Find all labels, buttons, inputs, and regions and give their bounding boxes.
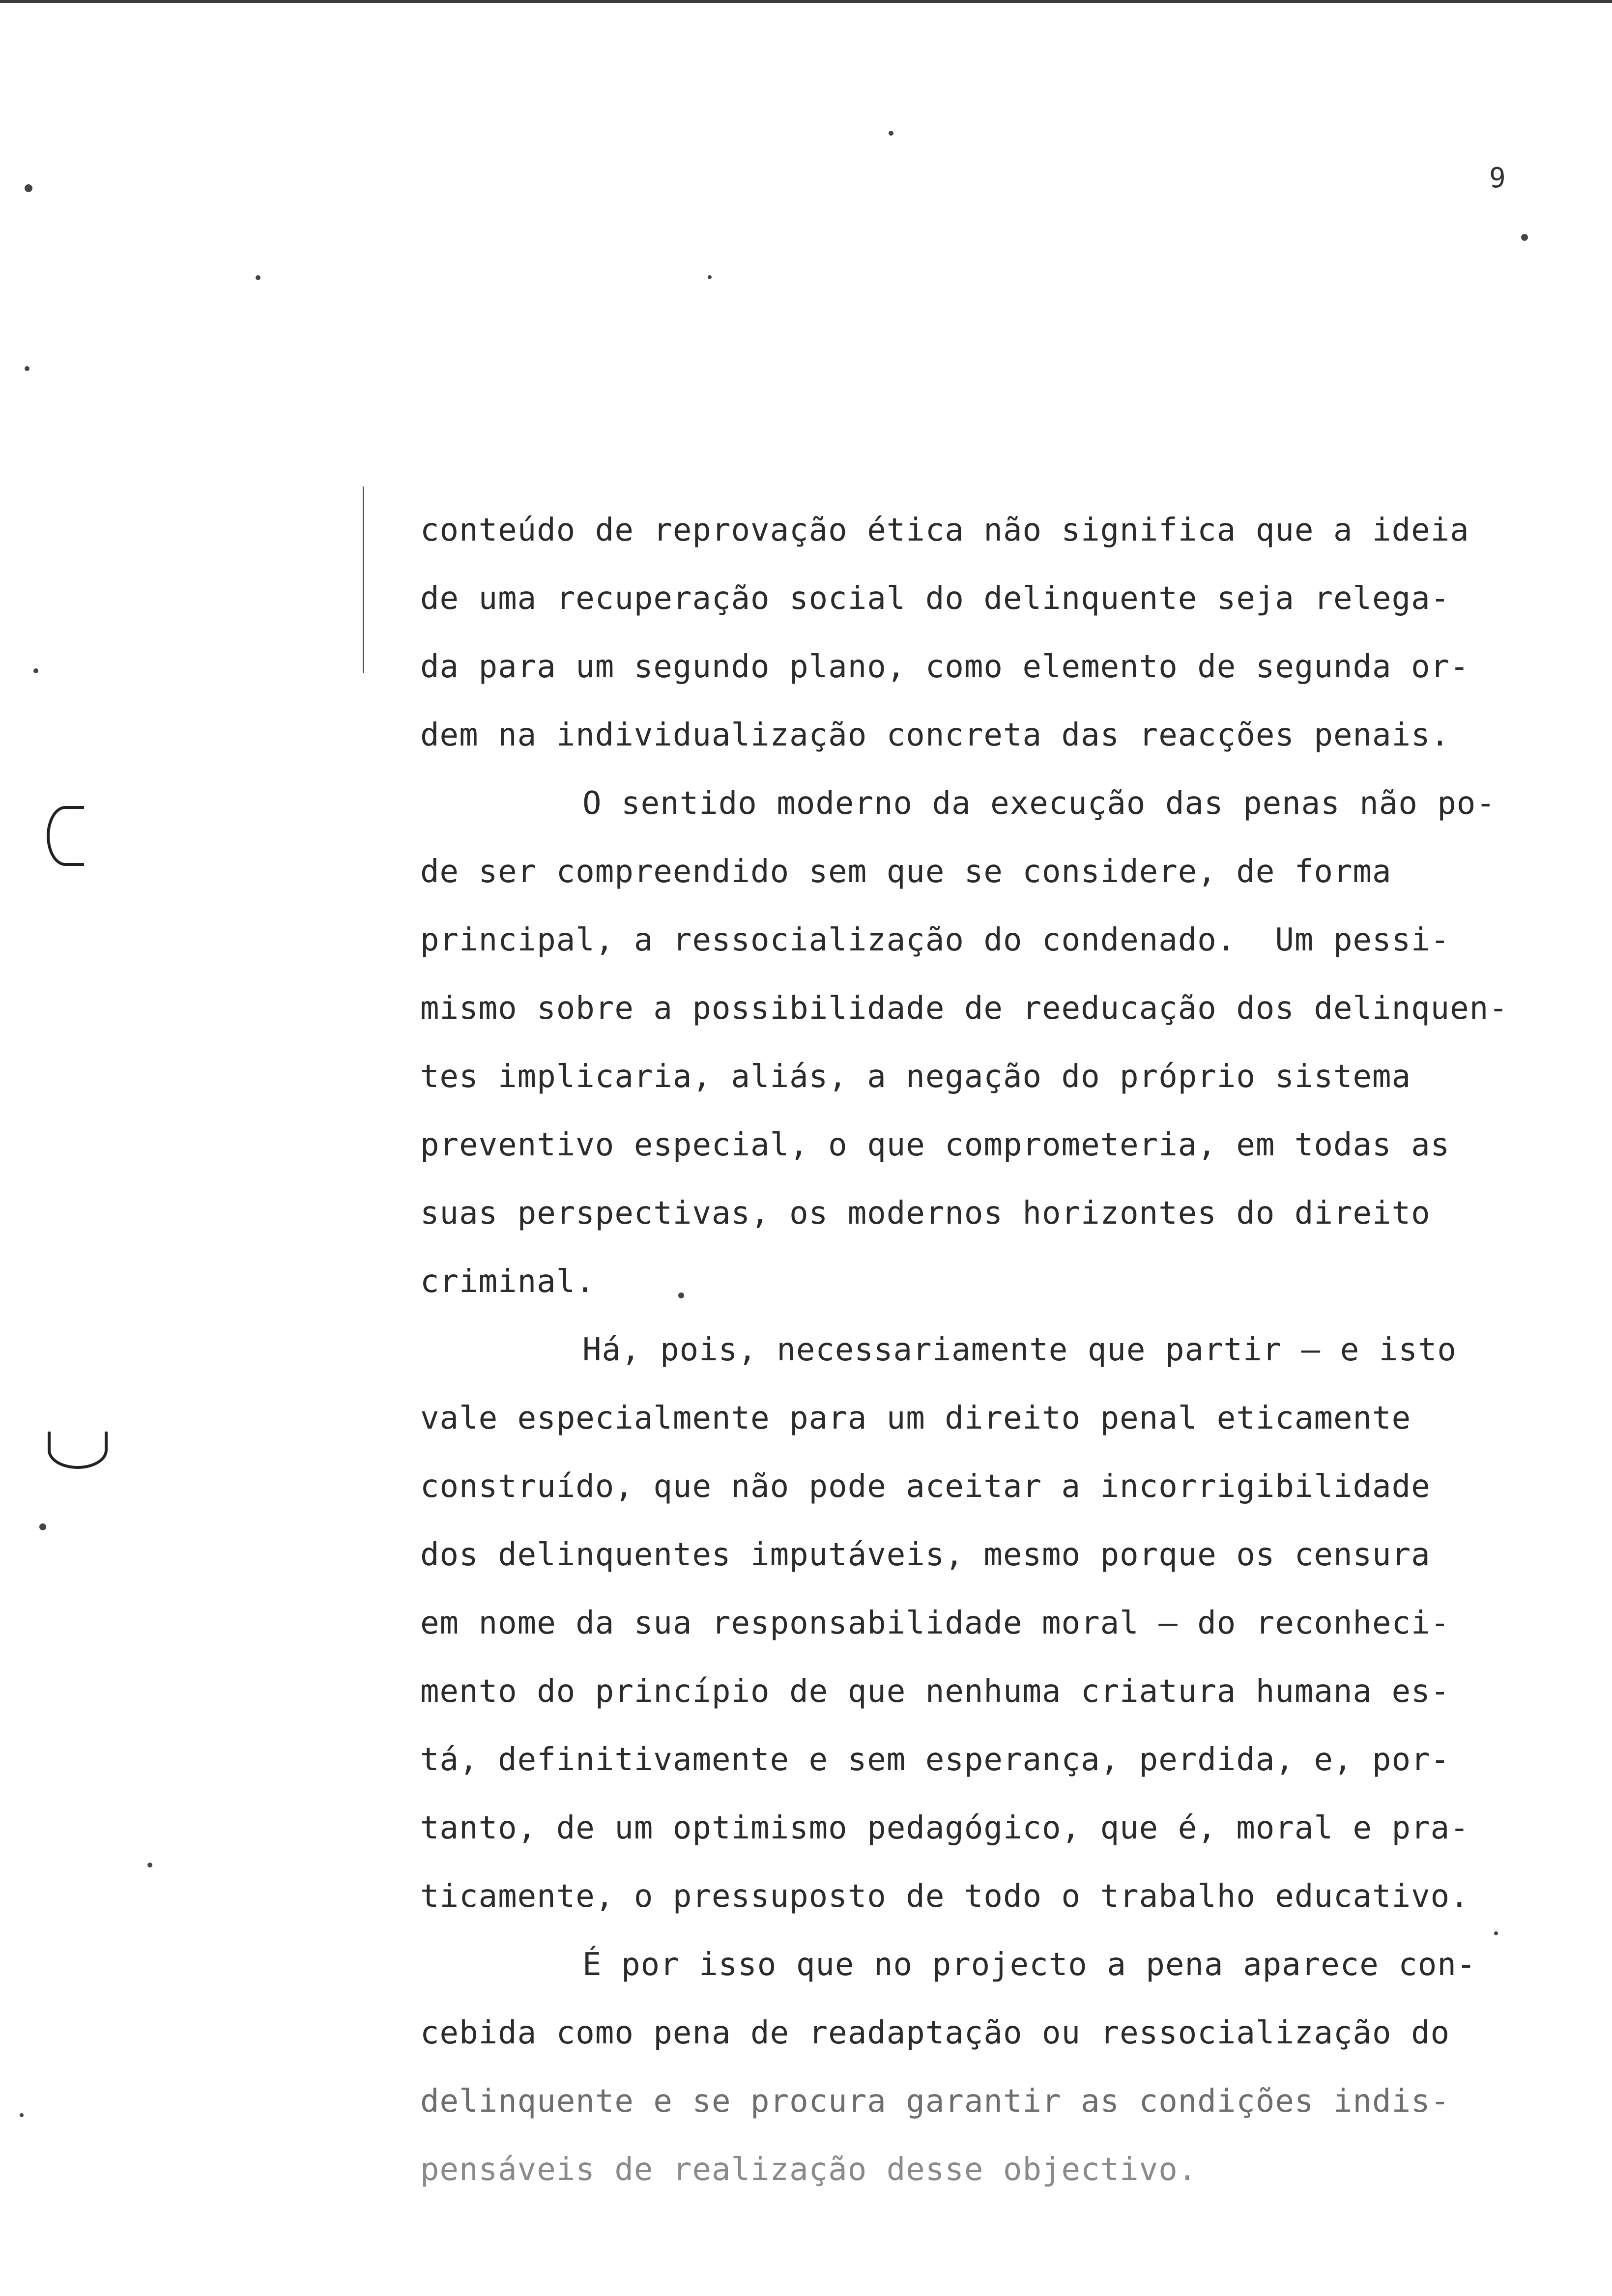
text-line: mento do princípio de que nenhuma criatura humana es- (420, 1673, 1450, 1710)
text-line: tanto, de um optimismo pedagógico, que é, moral e pra- (420, 1810, 1469, 1846)
text-line: vale especialmente para um direito penal eticamente (420, 1400, 1411, 1436)
text-line: ticamente, o pressuposto de todo o trabalho educativo. (420, 1878, 1469, 1915)
text-line: tes implicaria, aliás, a negação do próprio sistema (420, 1059, 1411, 1095)
text-line: construído, que não pode aceitar a incorrigibilidade (420, 1468, 1431, 1505)
text-line: de uma recuperação social do delinquente seja relega- (420, 580, 1450, 617)
scan-speck (33, 668, 38, 673)
text-line: pensáveis de realização desse objectivo. (420, 2152, 1198, 2188)
scan-speck (39, 1523, 46, 1530)
binding-mark (48, 1432, 108, 1469)
top-border-line (0, 0, 1612, 3)
text-line: criminal. (420, 1263, 595, 1300)
text-line: mismo sobre a possibilidade de reeducação dos delinquen- (420, 990, 1508, 1027)
paragraph-start-line: Há, pois, necessariamente que partir — e isto (582, 1332, 1457, 1368)
text-line: de ser compreendido sem que se considere, de forma (420, 854, 1392, 890)
scan-speck (256, 275, 260, 280)
margin-mark (363, 487, 364, 673)
text-line: preventivo especial, o que comprometeria, em todas as (420, 1127, 1450, 1163)
scan-speck (1521, 234, 1528, 241)
text-line: cebida como pena de readaptação ou ressocialização do (420, 2015, 1450, 2051)
paragraph-start-line: É por isso que no projecto a pena aparece con- (582, 1947, 1476, 1983)
scan-speck (25, 366, 29, 371)
scan-speck (889, 131, 893, 136)
scan-speck (708, 275, 712, 279)
text-line: dem na individualização concreta das reacções penais. (420, 717, 1450, 753)
text-line: principal, a ressocialização do condenado. Um pessi- (420, 922, 1450, 958)
scan-speck (147, 1863, 152, 1867)
text-line: delinquente e se procura garantir as condições indis- (420, 2083, 1450, 2120)
page-number: 9 (1489, 162, 1506, 194)
text-line: suas perspectivas, os modernos horizontes do direito (420, 1195, 1431, 1232)
text-line: conteúdo de reprovação ética não significa que a ideia (420, 512, 1469, 548)
scan-speck (20, 2113, 24, 2117)
text-line: tá, definitivamente e sem esperança, perdida, e, por- (420, 1742, 1450, 1778)
scan-speck (25, 184, 32, 192)
text-line: da para um segundo plano, como elemento de segunda or- (420, 649, 1469, 685)
paragraph-start-line: O sentido moderno da execução das penas não po- (582, 785, 1496, 822)
text-line: em nome da sua responsabilidade moral — do reconheci- (420, 1605, 1450, 1641)
text-line: dos delinquentes imputáveis, mesmo porque os censura (420, 1537, 1431, 1573)
body-text (420, 496, 1546, 2204)
binding-mark (47, 806, 84, 866)
